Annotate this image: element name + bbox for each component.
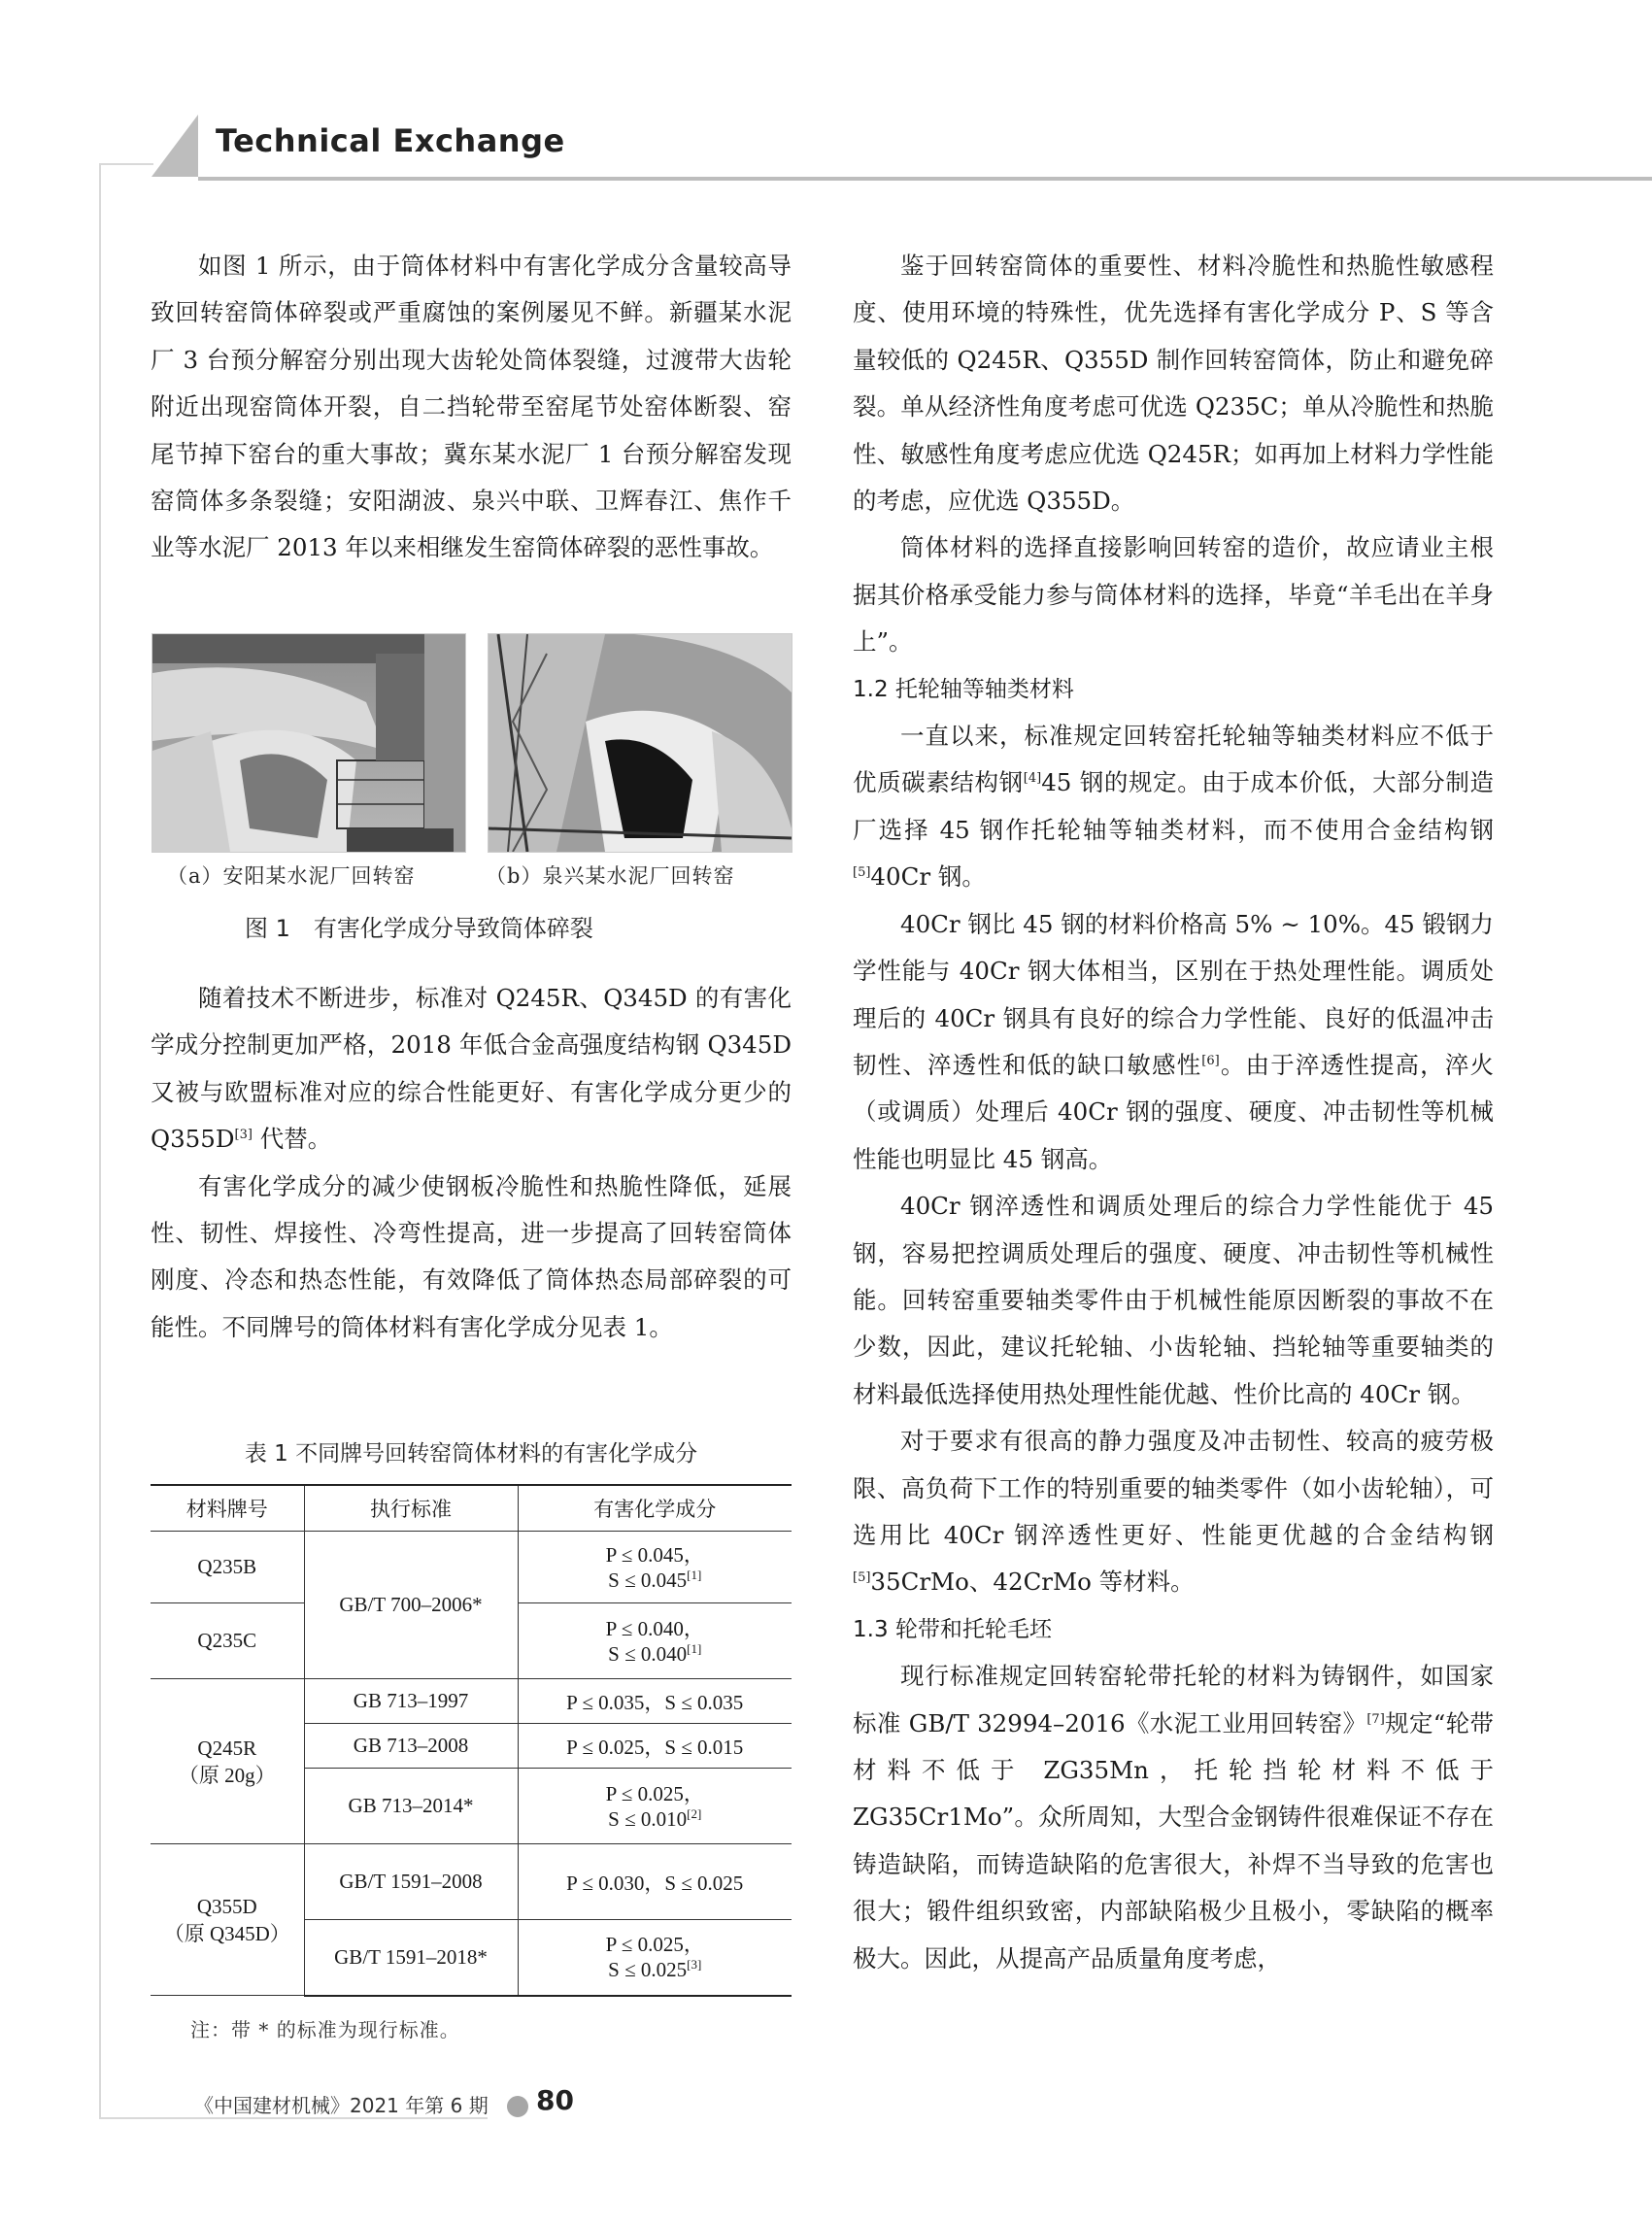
table-title: 表 1 不同牌号回转窑筒体材料的有害化学成分 [244,1441,698,1467]
header-rule [198,177,1652,181]
left-paragraph-1: 如图 1 所示，由于筒体材料中有害化学成分含量较高导致回转窑筒体碎裂或严重腐蚀的案例屡见不鲜。新疆某水泥厂 3 台预分解窑分别出现大齿轮处筒体裂缝，过渡带大齿轮附近出现窑筒体开裂，自二挡轮带至窑尾节处窑体断裂、窑尾节掉下窑台的重大事故；冀东某水泥厂 1 台预分解窑发现窑筒体多条裂缝；安阳湖波、泉兴中联、卫辉春江、焦作千业等水泥厂 2013 年以来相继发生窑筒体碎裂的恶性事故。 [151,252,792,562]
page-frame-left-rule [99,163,101,2119]
figure-title: 图 1 有害化学成分导致筒体碎裂 [245,915,593,942]
right-paragraph-3-text-c: 40Cr 钢。 [870,862,986,892]
right-paragraph-6-text-b: 35CrMo、42CrMo 等材料。 [870,1568,1195,1597]
table-cell-standard: GB 713–1997 [304,1679,518,1724]
composition-s: S ≤ 0.040 [608,1641,688,1666]
reference-mark: [1] [687,1567,702,1582]
right-paragraph-1: 鉴于回转窑筒体的重要性、材料冷脆性和热脆性敏感程度、使用环境的特殊性，优先选择有害化学成分 P、S 等含量较低的 Q245R、Q355D 制作回转窑筒体，防止和避免碎裂。单从经济性角度考虑可优选 Q235C；单从冷脆性和热脆性、敏感性角度考虑应优选 Q245R；如再加上材料力学性能的考虑，应优选 Q355D。 [853,252,1494,516]
harmful-composition-table [151,1484,792,1997]
table-cell-composition [518,1532,792,1603]
left-paragraph-2 [151,975,792,1164]
section-heading-1-3: 1.3 轮带和托轮毛坯 [853,1616,1052,1642]
left-paragraph-2-text-a: 随着技术不断进步，标准对 Q245R、Q345D 的有害化学成分控制更加严格，2018 年低合金高强度结构钢 Q345D 又被与欧盟标准对应的综合性能更好、有害化学成分更少的 Q355D [151,984,792,1154]
composition-p: P ≤ 0.045， [605,1542,704,1567]
table-cell-standard: GB/T 1591–2018* [304,1920,518,1996]
table-row [151,1532,792,1603]
grade-name: Q355D [196,1894,257,1918]
right-column [853,243,1494,1982]
reference-mark: [3] [234,1128,253,1143]
right-paragraph-4-text-b: 。由于淬透性提高，淬火（或调质）处理后 40Cr 钢的强度、硬度、冲击韧性等机械性能也明显比 45 钢高。 [853,1050,1495,1173]
grade-note: （原 20g） [178,1763,276,1787]
table-header-composition: 有害化学成分 [518,1485,792,1532]
table-cell-grade: Q235C [151,1603,304,1679]
page-frame-top-rule [99,163,153,165]
composition-p: P ≤ 0.025， [605,1933,704,1957]
table-header-grade: 材料牌号 [151,1485,304,1532]
composition-p: P ≤ 0.025， [605,1781,704,1805]
table-note: 注：带 * 的标准为现行标准。 [190,2018,460,2041]
right-paragraph-3-text-b: 45 钢的规定。由于成本价低，大部分制造厂选择 45 钢作托轮轴等轴类材料，而不使用合金结构钢 [853,768,1494,844]
right-paragraph-5: 40Cr 钢淬透性和调质处理后的综合力学性能优于 45 钢，容易把控调质处理后的强度、硬度、冲击韧性等机械性能。回转窑重要轴类零件由于机械性能原因断裂的事故不在少数，因此，建议托轮轴、小齿轮轴、挡轮轴等重要轴类的材料最低选择使用热处理性能优越、性价比高的 40Cr 钢。 [853,1192,1494,1408]
table-cell-composition: P ≤ 0.025，S ≤ 0.015 [518,1724,792,1769]
table-header-standard: 执行标准 [304,1485,518,1532]
header-corner-triangle [152,115,198,177]
reference-mark: [1] [687,1640,702,1656]
right-paragraph-6 [853,1418,1494,1606]
right-paragraph-4-text-a: 40Cr 钢比 45 钢的材料价格高 5% ~ 10%。45 锻钢力学性能与 40Cr 钢大体相当，区别在于热处理性能。调质处理后的 40Cr 钢具有良好的综合力学性能、良好的低温冲击韧性、淬透性和低的缺口敏感性 [853,909,1494,1079]
right-paragraph-6-text-a: 对于要求有很高的静力强度及冲击韧性、较高的疲劳极限、高负荷下工作的特别重要的轴类零件（如小齿轮轴），可选用比 40Cr 钢淬透性更好、性能更优越的合金结构钢 [853,1427,1494,1549]
table-cell-standard: GB 713–2008 [304,1724,518,1769]
right-paragraph-3 [853,713,1494,901]
composition-s: S ≤ 0.010 [608,1806,688,1831]
right-paragraph-7-text-b: 规定“轮带材料不低于 ZG35Mn，托轮挡轮材料不低于 ZG35Cr1Mo”。众所周知，大型合金钢铸件很难保证不存在铸造缺陷，而铸造缺陷的危害很大，补焊不当导致的危害也很大；锻件组织致密，内部缺陷极少且极小，零缺陷的概率极大。因此，从提高产品质量角度考虑， [853,1708,1494,1973]
figure-photo-a [152,633,466,853]
right-paragraph-4 [853,901,1494,1183]
left-column-bottom [151,975,792,1351]
section-header-title: Technical Exchange [216,122,565,159]
table-cell-standard: GB/T 1591–2008 [304,1844,518,1920]
table-cell-composition: P ≤ 0.030，S ≤ 0.025 [518,1844,792,1920]
journal-footer: 《中国建材机械》2021 年第 6 期 [194,2094,489,2117]
composition-s: S ≤ 0.045 [608,1568,688,1592]
figure-caption-b: （b）泉兴某水泥厂回转窑 [486,864,735,888]
reference-mark: [3] [687,1957,702,1973]
table-cell-composition: P ≤ 0.035，S ≤ 0.035 [518,1679,792,1724]
right-paragraph-2: 筒体材料的选择直接影响回转窑的造价，故应请业主根据其价格承受能力参与筒体材料的选择，毕竟“羊毛出在羊身上”。 [853,533,1494,657]
composition-p: P ≤ 0.040， [605,1616,704,1640]
reference-mark: [6] [1201,1053,1220,1068]
grade-name: Q245R [197,1736,257,1760]
right-paragraph-3-text-a: 一直以来，标准规定回转窑托轮轴等轴类材料应不低于优质碳素结构钢 [853,722,1494,797]
grade-note: （原 Q345D） [163,1921,290,1945]
table-row [151,1844,792,1920]
reference-mark: [5] [853,1570,871,1586]
table-cell-grade [151,1679,304,1844]
figure-caption-a: （a）安阳某水泥厂回转窑 [167,864,416,888]
table-row [151,1679,792,1724]
reference-mark: [4] [1023,771,1042,787]
page-number-dot [507,2096,528,2117]
right-paragraph-7-text-a: 现行标准规定回转窑轮带托轮的材料为铸钢件，如国家标准 GB/T 32994–2016《水泥工业用回转窑》 [853,1662,1494,1737]
left-paragraph-2-text-b: 代替。 [252,1125,332,1154]
table-cell-grade [151,1844,304,1996]
section-heading-1-2: 1.2 托轮轴等轴类材料 [853,676,1074,702]
table-cell-standard: GB/T 700–2006* [304,1532,518,1679]
table-cell-composition [518,1920,792,1996]
page-number: 80 [536,2084,574,2116]
reference-mark: [7] [1366,1711,1385,1727]
reference-mark: [2] [687,1805,702,1821]
right-paragraph-7 [853,1653,1494,1982]
figure-photo-b [488,633,792,853]
reference-mark: [5] [853,865,871,881]
left-paragraph-3: 有害化学成分的减少使钢板冷脆性和热脆性降低，延展性、韧性、焊接性、冷弯性提高，进一步提高了回转窑筒体刚度、冷态和热态性能，有效降低了筒体热态局部碎裂的可能性。不同牌号的筒体材料有害化学成分见表 1。 [151,1171,792,1341]
table-cell-composition [518,1603,792,1679]
table-cell-composition [518,1769,792,1844]
table-cell-grade: Q235B [151,1532,304,1603]
composition-s: S ≤ 0.025 [608,1958,688,1982]
table-header-row [151,1485,792,1532]
table-cell-standard: GB 713–2014* [304,1769,518,1844]
left-column-top [151,243,792,572]
